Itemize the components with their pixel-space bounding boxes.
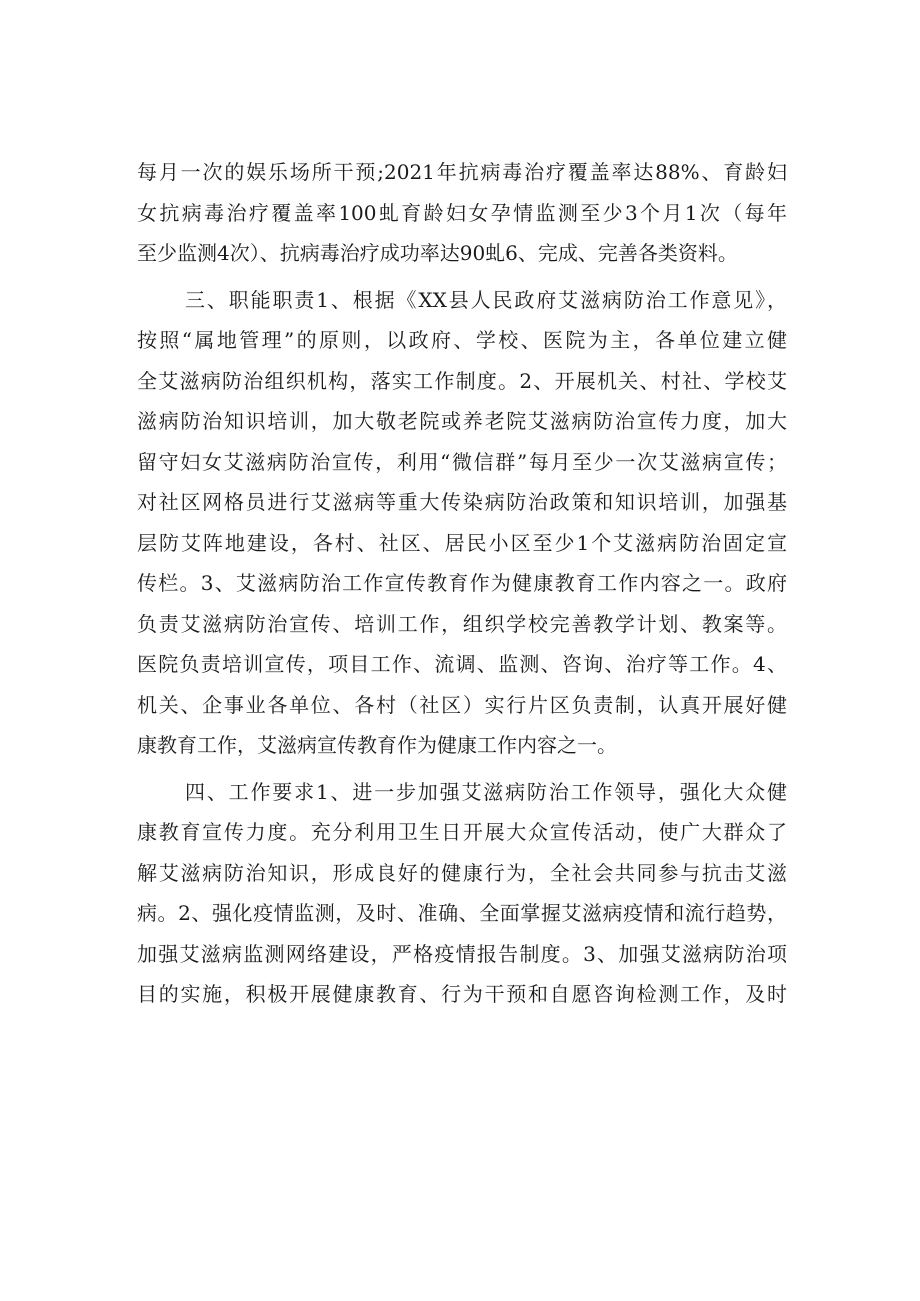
- text-line: 加强艾滋病监测网络建设，严格疫情报告制度。3、加强艾滋病防治项: [137, 941, 787, 966]
- text-line: 目的实施，积极开展健康教育、行为干预和自愿咨询检测工作，及时: [137, 982, 787, 1006]
- text-line: 四、工作要求1、进一步加强艾滋病防治工作领导，强化大众健: [185, 779, 787, 804]
- text-line: 康教育宣传力度。充分利用卫生日开展大众宣传活动，使广大群众了: [137, 820, 787, 844]
- text-line: 病。2、强化疫情监测，及时、准确、全面掌握艾滋病疫情和流行趋势，: [137, 901, 787, 925]
- text-line: 每月一次的娱乐场所干预;2021年抗病毒治疗覆盖率达88%、育龄妇: [137, 160, 787, 184]
- text-line: 滋病防治知识培训，加大敬老院或养老院艾滋病防治宣传力度，加大: [137, 409, 787, 433]
- text-line: 机关、企事业各单位、各村（社区）实行片区负责制，认真开展好健: [137, 692, 787, 717]
- text-line: 至少监测4次）、抗病毒治疗成功率达90虬6、完成、完善各类资料。: [137, 241, 738, 265]
- text-line: 女抗病毒治疗覆盖率100虬育龄妇女孕情监测至少3个月1次（每年: [137, 200, 787, 225]
- text-line: 负责艾滋病防治宣传、培训工作，组织学校完善教学计划、教案等。: [137, 611, 787, 636]
- text-line: 全艾滋病防治组织机构，落实工作制度。2、开展机关、村社、学校艾: [137, 368, 787, 393]
- text-line: 传栏。3、艾滋病防治工作宣传教育作为健康教育工作内容之一。政府: [137, 571, 787, 595]
- text-line: 按照“属地管理”的原则，以政府、学校、医院为主，各单位建立健: [137, 328, 787, 352]
- paragraph-responsibilities: [137, 280, 787, 766]
- text-line: 康教育工作，艾滋病宣传教育作为健康工作内容之一。: [137, 733, 617, 757]
- text-line: 留守妇女艾滋病防治宣传，利用“微信群”每月至少一次艾滋病宣传；: [137, 449, 787, 474]
- text-line: 层防艾阵地建设，各村、社区、居民小区至少1个艾滋病防治固定宣: [137, 530, 787, 555]
- document-body: [137, 152, 787, 1021]
- paragraph-requirements: [137, 772, 787, 1015]
- text-line: 医院负责培训宣传，项目工作、流调、监测、咨询、治疗等工作。4、: [137, 652, 787, 676]
- paragraph-targets-continued: [137, 152, 787, 274]
- text-line: 解艾滋病防治知识，形成良好的健康行为，全社会共同参与抗击艾滋: [137, 860, 787, 885]
- text-line: 对社区网格员进行艾滋病等重大传染病防治政策和知识培训，加强基: [137, 490, 787, 514]
- text-line: 三、职能职责1、根据《XX县人民政府艾滋病防治工作意见》，: [185, 287, 787, 312]
